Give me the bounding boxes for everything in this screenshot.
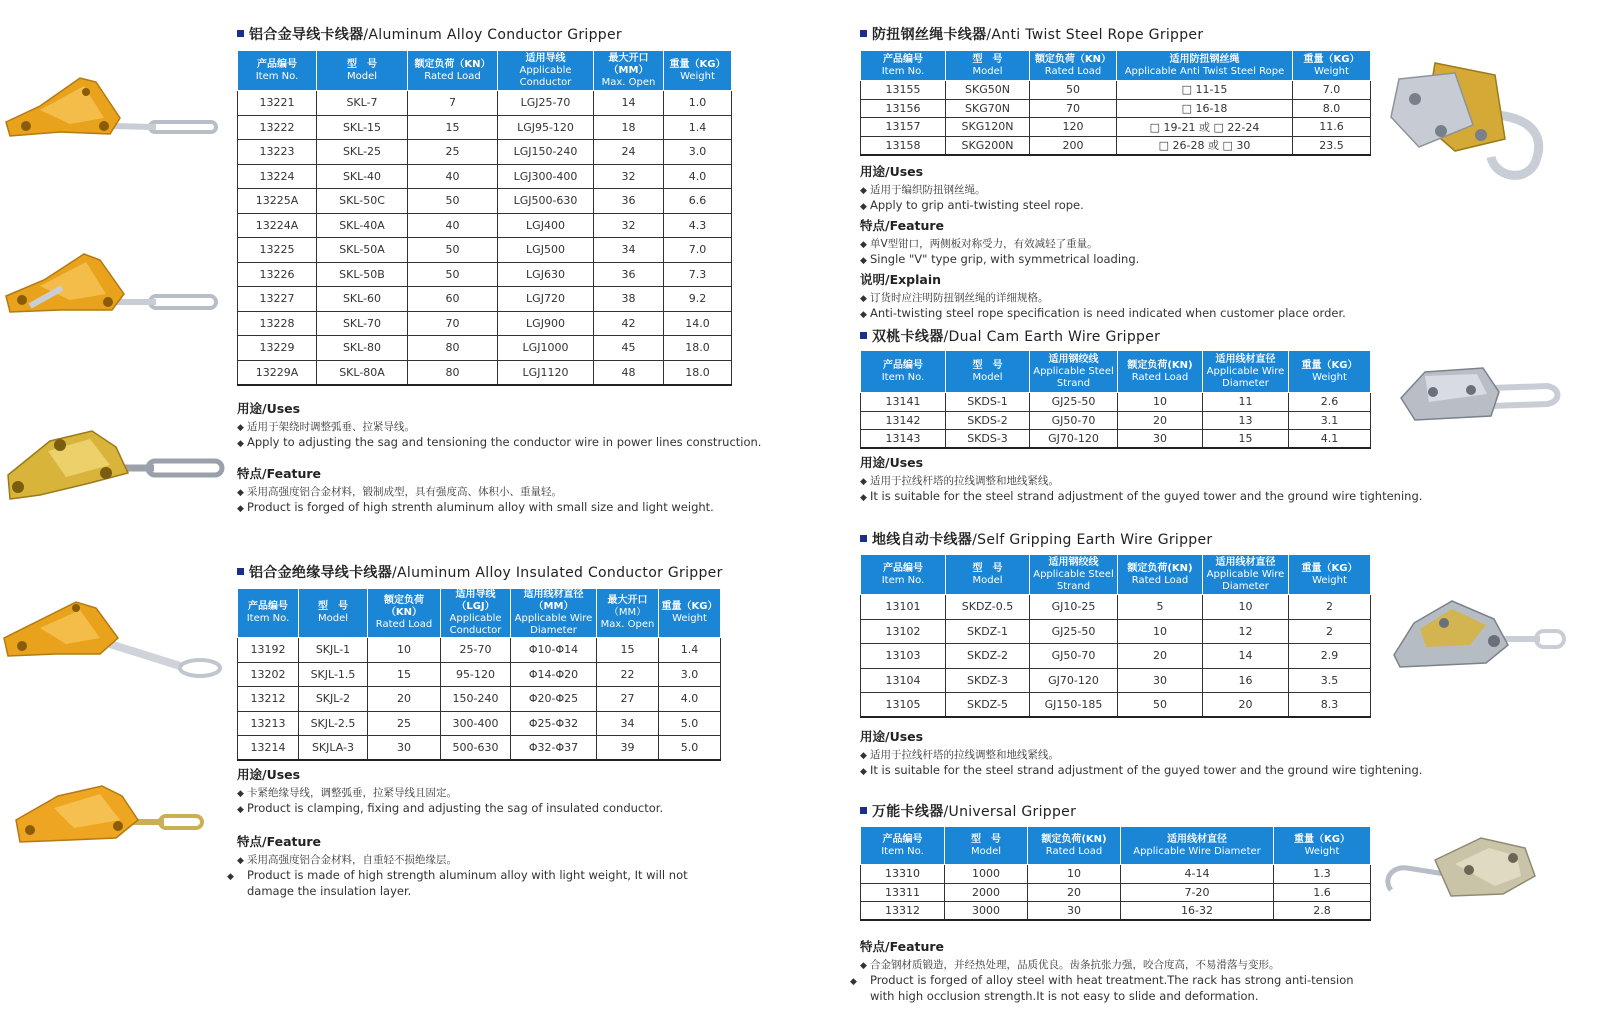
- table-cell: 5.0: [659, 711, 721, 736]
- table-cell: 38: [594, 287, 664, 312]
- table-cell: 4-14: [1121, 865, 1274, 884]
- table-cell: 7.0: [1293, 81, 1371, 100]
- table-cell: 24: [594, 140, 664, 165]
- table-cell: □ 11-15: [1117, 81, 1293, 100]
- table-cell: 1.0: [664, 91, 732, 116]
- table-cell: 3.1: [1289, 411, 1371, 430]
- table-cell: 3.0: [659, 662, 721, 687]
- table-insulated-conductor-gripper: [237, 588, 721, 761]
- table-cell: GJ50-70: [1030, 644, 1118, 669]
- section-title-universal-gripper: 万能卡线器/Universal Gripper: [860, 801, 1076, 821]
- table-cell: □ 26-28 或 □ 30: [1117, 136, 1293, 155]
- table-cell: 25: [368, 711, 441, 736]
- table-cell: SKJLA-3: [299, 736, 368, 761]
- table-row: [238, 164, 732, 189]
- table-cell: 40: [408, 213, 498, 238]
- table-cell: 13224A: [238, 213, 317, 238]
- table-row: [861, 430, 1371, 449]
- table-cell: SKDZ-1: [946, 619, 1030, 644]
- table-cell: 30: [1118, 430, 1203, 449]
- column-header: 额定负荷（KN） Rated Load: [1030, 51, 1117, 81]
- table-cell: GJ70-120: [1030, 430, 1118, 449]
- table-cell: GJ70-120: [1030, 668, 1118, 693]
- bullet-square-icon: [860, 332, 867, 339]
- table-cell: 15: [597, 638, 659, 663]
- table-row: [238, 687, 721, 712]
- table-cell: 13213: [238, 711, 299, 736]
- table-cell: 120: [1030, 118, 1117, 137]
- table-cell: GJ150-185: [1030, 693, 1118, 718]
- table-cell: SKJL-2: [299, 687, 368, 712]
- table-cell: 8.0: [1293, 99, 1371, 118]
- product-image-skl-gripper-2: [0, 250, 220, 340]
- product-image-skjl-gripper-1: [0, 598, 225, 688]
- table-cell: 13155: [861, 81, 946, 100]
- column-header: 适用防扭钢丝绳 Applicable Anti Twist Steel Rope: [1117, 51, 1293, 81]
- table-cell: 2: [1289, 619, 1371, 644]
- table-cell: 4.3: [664, 213, 732, 238]
- column-header: 重量（KG） Weight: [1274, 827, 1371, 865]
- table-cell: 13156: [861, 99, 946, 118]
- column-header: 额定负荷（KN） Rated Load: [408, 51, 498, 91]
- table-cell: 13104: [861, 668, 946, 693]
- table-cell: 5.0: [659, 736, 721, 761]
- table-row: [861, 668, 1371, 693]
- table-cell: 4.0: [664, 164, 732, 189]
- column-header: 额定负荷（KN） Rated Load: [368, 589, 441, 638]
- column-header: 重量（KG） Weight: [659, 589, 721, 638]
- column-header: 额定负荷(KN) Rated Load: [1118, 351, 1203, 393]
- table-cell: 13226: [238, 262, 317, 287]
- column-header: 适用钢绞线 Applicable Steel Strand: [1030, 555, 1118, 595]
- table-cell: 25: [408, 140, 498, 165]
- table-row: [238, 638, 721, 663]
- table-cell: 34: [594, 238, 664, 263]
- table-cell: SKDZ-2: [946, 644, 1030, 669]
- table-cell: 13310: [861, 865, 945, 884]
- table-cell: SKG70N: [946, 99, 1030, 118]
- table-cell: 30: [1118, 668, 1203, 693]
- table-dual-cam-gripper: [860, 350, 1371, 449]
- table-cell: 13214: [238, 736, 299, 761]
- table-cell: 1.4: [659, 638, 721, 663]
- column-header: 型 号 Model: [946, 51, 1030, 81]
- table-cell: 15: [1203, 430, 1289, 449]
- section-title-aluminum-conductor-gripper: 铝合金导线卡线器/Aluminum Alloy Conductor Gripper: [237, 24, 622, 44]
- table-cell: 13102: [861, 619, 946, 644]
- table-cell: 32: [594, 164, 664, 189]
- table-cell: SKL-60: [317, 287, 408, 312]
- table-cell: SKDZ-5: [946, 693, 1030, 718]
- table-cell: 70: [408, 311, 498, 336]
- table-cell: 13225A: [238, 189, 317, 214]
- table-cell: GJ10-25: [1030, 595, 1118, 620]
- product-image-skl-gripper-3: [0, 425, 225, 515]
- column-header: 最大开口 （MM） Max. Open: [597, 589, 659, 638]
- table-cell: 2.8: [1274, 902, 1371, 921]
- table-cell: Φ14-Φ20: [511, 662, 597, 687]
- table-cell: 14: [594, 91, 664, 116]
- feature-block-s6: 特点/Feature ◆ 合金钢材质锻造，并经热处理，品质优良。齿条抗张力强，咬合度高，不易滑落与变形。 ◆ Product is forged of alloy steel with heat treatment.The rack has strong anti-tension with high occlusion strength.It is not easy to slide and deformation.: [850, 939, 1354, 1003]
- table-cell: SKL-7: [317, 91, 408, 116]
- explain-block-s3: 说明/Explain ◆ 订货时应注明防扭钢丝绳的详细规格。 ◆ Anti-twisting steel rope specification is need indicated when customer place order.: [860, 272, 1346, 320]
- table-cell: 18.0: [664, 360, 732, 385]
- table-cell: 23.5: [1293, 136, 1371, 155]
- table-cell: 13101: [861, 595, 946, 620]
- column-header: 型 号 Model: [299, 589, 368, 638]
- table-cell: 1.3: [1274, 865, 1371, 884]
- table-cell: 18.0: [664, 336, 732, 361]
- table-cell: 16: [1203, 668, 1289, 693]
- table-cell: 10: [1028, 865, 1121, 884]
- table-cell: 13158: [861, 136, 946, 155]
- column-header: 型 号 Model: [945, 827, 1028, 865]
- uses-block-s2: 用途/Uses ◆ 卡紧绝缘导线，调整弧垂，拉紧导线且固定。 ◆ Product is clamping, fixing and adjusting the sag of insulated conductor.: [237, 767, 664, 815]
- table-cell: SKL-50B: [317, 262, 408, 287]
- table-cell: 13229A: [238, 360, 317, 385]
- table-cell: 300-400: [441, 711, 511, 736]
- table-cell: 10: [1118, 619, 1203, 644]
- table-cell: 40: [408, 164, 498, 189]
- column-header: 产品编号 Item No.: [861, 827, 945, 865]
- table-cell: 80: [408, 336, 498, 361]
- section-title-dual-cam-gripper: 双桃卡线器/Dual Cam Earth Wire Gripper: [860, 326, 1160, 346]
- table-cell: SKJL-2.5: [299, 711, 368, 736]
- uses-block-s4: 用途/Uses ◆ 适用于拉线杆塔的拉线调整和地线紧线。 ◆ It is suitable for the steel strand adjustment of the guyed tower and the ground wire tightening.: [860, 455, 1423, 503]
- table-cell: SKDS-1: [946, 393, 1030, 412]
- table-cell: 13157: [861, 118, 946, 137]
- table-cell: 18: [594, 115, 664, 140]
- table-cell: LGJ150-240: [498, 140, 594, 165]
- table-cell: SKG200N: [946, 136, 1030, 155]
- table-cell: SKL-15: [317, 115, 408, 140]
- table-cell: 11.6: [1293, 118, 1371, 137]
- table-row: [861, 902, 1371, 921]
- table-cell: SKL-70: [317, 311, 408, 336]
- column-header: 额定负荷(KN) Rated Load: [1028, 827, 1121, 865]
- column-header: 适用线材直径 Applicable Wire Diameter: [1203, 351, 1289, 393]
- product-image-skjl-gripper-2: [10, 780, 210, 870]
- table-cell: 4.1: [1289, 430, 1371, 449]
- uses-block-s5: 用途/Uses ◆ 适用于拉线杆塔的拉线调整和地线紧线。 ◆ It is suitable for the steel strand adjustment of the guyed tower and the ground wire tightening.: [860, 729, 1423, 777]
- table-cell: 13142: [861, 411, 946, 430]
- table-cell: 20: [1118, 411, 1203, 430]
- table-cell: 200: [1030, 136, 1117, 155]
- column-header: 适用线材直径（MM） Applicable Wire Diameter: [511, 589, 597, 638]
- column-header: 额定负荷(KN) Rated Load: [1118, 555, 1203, 595]
- table-cell: 4.0: [659, 687, 721, 712]
- table-cell: 2.6: [1289, 393, 1371, 412]
- table-row: [861, 99, 1371, 118]
- table-cell: SKDS-2: [946, 411, 1030, 430]
- column-header: 最大开口（MM） Max. Open: [594, 51, 664, 91]
- table-cell: 9.2: [664, 287, 732, 312]
- table-cell: 3.0: [664, 140, 732, 165]
- table-cell: 50: [408, 262, 498, 287]
- table-cell: 14: [1203, 644, 1289, 669]
- table-cell: 30: [1028, 902, 1121, 921]
- product-image-anti-twist-gripper: [1385, 55, 1555, 195]
- table-cell: 25-70: [441, 638, 511, 663]
- table-cell: 34: [597, 711, 659, 736]
- column-header: 重量（KG） Weight: [1293, 51, 1371, 81]
- table-row: [238, 115, 732, 140]
- table-cell: 27: [597, 687, 659, 712]
- feature-block-s2: 特点/Feature ◆ 采用高强度铝合金材料，自重轻不损绝缘层。 ◆ Product is made of high strength aluminum alloy with light weight, It will not damage the insulation layer.: [227, 834, 688, 898]
- table-row: [861, 411, 1371, 430]
- column-header: 产品编号 Item No.: [861, 51, 946, 81]
- uses-block-s1: 用途/Uses ◆ 适用于架绕时调整弧垂、拉紧导线。 ◆ Apply to adjusting the sag and tensioning the conductor wire in power lines construction.: [237, 401, 762, 449]
- uses-block-s3: 用途/Uses ◆ 适用于编织防扭钢丝绳。 ◆ Apply to grip anti-twisting steel rope.: [860, 164, 1084, 212]
- table-row: [238, 360, 732, 385]
- feature-block-s1: 特点/Feature ◆ 采用高强度铝合金材料，锻制成型，具有强度高、体积小、重量轻。 ◆ Product is forged of high strenth aluminum alloy with small size and light weight.: [237, 466, 714, 514]
- table-row: [861, 118, 1371, 137]
- table-cell: 50: [408, 238, 498, 263]
- table-cell: 500-630: [441, 736, 511, 761]
- table-row: [861, 865, 1371, 884]
- table-cell: 20: [368, 687, 441, 712]
- table-cell: Φ20-Φ25: [511, 687, 597, 712]
- table-cell: 13221: [238, 91, 317, 116]
- table-cell: 6.6: [664, 189, 732, 214]
- table-cell: 95-120: [441, 662, 511, 687]
- bullet-square-icon: [860, 535, 867, 542]
- table-cell: SKL-80A: [317, 360, 408, 385]
- column-header: 产品编号 Item No.: [861, 555, 946, 595]
- table-cell: SKDZ-0.5: [946, 595, 1030, 620]
- table-cell: 60: [408, 287, 498, 312]
- table-row: [861, 393, 1371, 412]
- table-cell: 39: [597, 736, 659, 761]
- table-row: [861, 644, 1371, 669]
- table-cell: 13103: [861, 644, 946, 669]
- table-row: [238, 287, 732, 312]
- table-cell: 20: [1118, 644, 1203, 669]
- table-row: [238, 189, 732, 214]
- column-header: 适用导线 Applicable Conductor: [498, 51, 594, 91]
- table-cell: □ 19-21 或 □ 22-24: [1117, 118, 1293, 137]
- table-cell: 10: [1118, 393, 1203, 412]
- bullet-square-icon: [237, 568, 244, 575]
- table-row: [238, 262, 732, 287]
- table-cell: SKG120N: [946, 118, 1030, 137]
- table-aluminum-conductor-gripper: [237, 50, 732, 386]
- table-cell: 13212: [238, 687, 299, 712]
- column-header: 重量（KG） Weight: [664, 51, 732, 91]
- table-cell: 13312: [861, 902, 945, 921]
- column-header: 适用线材直径 Applicable Wire Diameter: [1121, 827, 1274, 865]
- table-cell: SKL-80: [317, 336, 408, 361]
- table-row: [861, 693, 1371, 718]
- product-image-self-gripping-gripper: [1390, 593, 1570, 683]
- table-cell: 13228: [238, 311, 317, 336]
- table-cell: LGJ900: [498, 311, 594, 336]
- table-cell: 30: [368, 736, 441, 761]
- table-cell: 13192: [238, 638, 299, 663]
- table-row: [238, 662, 721, 687]
- table-cell: 1.6: [1274, 883, 1371, 902]
- table-cell: 32: [594, 213, 664, 238]
- feature-block-s3: 特点/Feature ◆ 单V型钳口，两侧板对称受力，有效减轻了重量。 ◆ Single "V" type grip, with symmetrical loading.: [860, 218, 1140, 266]
- table-cell: SKL-40A: [317, 213, 408, 238]
- table-cell: SKDS-3: [946, 430, 1030, 449]
- table-cell: 16-32: [1121, 902, 1274, 921]
- bullet-square-icon: [860, 807, 867, 814]
- column-header: 适用线材直径 Applicable Wire Diameter: [1203, 555, 1289, 595]
- table-row: [238, 711, 721, 736]
- table-cell: 3000: [945, 902, 1028, 921]
- table-cell: SKL-25: [317, 140, 408, 165]
- table-cell: □ 16-18: [1117, 99, 1293, 118]
- table-cell: 70: [1030, 99, 1117, 118]
- table-cell: GJ50-70: [1030, 411, 1118, 430]
- table-cell: 12: [1203, 619, 1289, 644]
- table-cell: 45: [594, 336, 664, 361]
- table-cell: 13229: [238, 336, 317, 361]
- table-cell: 13105: [861, 693, 946, 718]
- section-title-anti-twist-rope-gripper: 防扭钢丝绳卡线器/Anti Twist Steel Rope Gripper: [860, 24, 1203, 44]
- table-cell: 1000: [945, 865, 1028, 884]
- table-cell: 2.9: [1289, 644, 1371, 669]
- product-image-skl-gripper-1: [0, 70, 220, 160]
- table-cell: 13202: [238, 662, 299, 687]
- table-row: [238, 238, 732, 263]
- table-row: [238, 140, 732, 165]
- table-cell: 7.0: [664, 238, 732, 263]
- table-cell: LGJ1120: [498, 360, 594, 385]
- bullet-square-icon: [237, 30, 244, 37]
- table-cell: 36: [594, 262, 664, 287]
- table-cell: GJ25-50: [1030, 619, 1118, 644]
- table-cell: LGJ720: [498, 287, 594, 312]
- table-row: [861, 81, 1371, 100]
- table-row: [238, 213, 732, 238]
- table-cell: SKG50N: [946, 81, 1030, 100]
- table-cell: LGJ25-70: [498, 91, 594, 116]
- table-cell: 80: [408, 360, 498, 385]
- table-cell: 15: [408, 115, 498, 140]
- table-cell: 8.3: [1289, 693, 1371, 718]
- table-row: [861, 595, 1371, 620]
- table-cell: 11: [1203, 393, 1289, 412]
- table-cell: 1.4: [664, 115, 732, 140]
- table-cell: 3.5: [1289, 668, 1371, 693]
- table-cell: Φ10-Φ14: [511, 638, 597, 663]
- table-cell: 13224: [238, 164, 317, 189]
- table-cell: LGJ95-120: [498, 115, 594, 140]
- table-cell: SKL-50C: [317, 189, 408, 214]
- table-anti-twist-rope-gripper: [860, 50, 1371, 156]
- table-cell: 150-240: [441, 687, 511, 712]
- table-cell: LGJ630: [498, 262, 594, 287]
- table-cell: 13311: [861, 883, 945, 902]
- column-header: 产品编号 Item No.: [238, 51, 317, 91]
- table-cell: LGJ500-630: [498, 189, 594, 214]
- table-cell: LGJ400: [498, 213, 594, 238]
- table-universal-gripper: [860, 826, 1371, 921]
- table-cell: SKL-50A: [317, 238, 408, 263]
- table-cell: 13: [1203, 411, 1289, 430]
- table-cell: SKJL-1: [299, 638, 368, 663]
- table-cell: 48: [594, 360, 664, 385]
- table-row: [861, 619, 1371, 644]
- table-cell: 13223: [238, 140, 317, 165]
- bullet-square-icon: [860, 30, 867, 37]
- table-cell: 13222: [238, 115, 317, 140]
- column-header: 型 号 Model: [946, 555, 1030, 595]
- column-header: 适用钢绞线 Applicable Steel Strand: [1030, 351, 1118, 393]
- table-row: [238, 311, 732, 336]
- table-cell: 10: [1203, 595, 1289, 620]
- table-cell: 50: [1030, 81, 1117, 100]
- column-header: 产品编号 Item No.: [861, 351, 946, 393]
- table-cell: 13227: [238, 287, 317, 312]
- table-cell: Φ25-Φ32: [511, 711, 597, 736]
- table-cell: 7-20: [1121, 883, 1274, 902]
- table-cell: 42: [594, 311, 664, 336]
- table-row: [238, 91, 732, 116]
- column-header: 产品编号 Item No.: [238, 589, 299, 638]
- table-cell: 2: [1289, 595, 1371, 620]
- section-title-self-gripping-gripper: 地线自动卡线器/Self Gripping Earth Wire Gripper: [860, 529, 1212, 549]
- table-cell: 13141: [861, 393, 946, 412]
- table-cell: 20: [1028, 883, 1121, 902]
- table-cell: Φ32-Φ37: [511, 736, 597, 761]
- table-cell: 7: [408, 91, 498, 116]
- table-row: [238, 736, 721, 761]
- product-image-dual-cam-gripper: [1395, 358, 1565, 438]
- table-cell: 10: [368, 638, 441, 663]
- table-row: [238, 336, 732, 361]
- table-cell: LGJ500: [498, 238, 594, 263]
- section-title-insulated-conductor-gripper: 铝合金绝缘导线卡线器/Aluminum Alloy Insulated Conductor Gripper: [237, 562, 723, 582]
- column-header: 型 号 Model: [317, 51, 408, 91]
- table-cell: 13143: [861, 430, 946, 449]
- table-cell: SKJL-1.5: [299, 662, 368, 687]
- table-cell: 15: [368, 662, 441, 687]
- table-cell: 2000: [945, 883, 1028, 902]
- table-cell: 20: [1203, 693, 1289, 718]
- product-image-universal-gripper: [1385, 830, 1560, 920]
- table-cell: 7.3: [664, 262, 732, 287]
- table-cell: LGJ300-400: [498, 164, 594, 189]
- table-cell: 36: [594, 189, 664, 214]
- table-self-gripping-gripper: [860, 554, 1371, 718]
- table-cell: 14.0: [664, 311, 732, 336]
- column-header: 型 号 Model: [946, 351, 1030, 393]
- table-cell: GJ25-50: [1030, 393, 1118, 412]
- table-row: [861, 136, 1371, 155]
- column-header: 重量（KG） Weight: [1289, 351, 1371, 393]
- table-cell: SKL-40: [317, 164, 408, 189]
- table-cell: 22: [597, 662, 659, 687]
- column-header: 适用导线（LGJ） Applicable Conductor: [441, 589, 511, 638]
- table-cell: SKDZ-3: [946, 668, 1030, 693]
- table-cell: 50: [1118, 693, 1203, 718]
- table-row: [861, 883, 1371, 902]
- table-cell: LGJ1000: [498, 336, 594, 361]
- table-cell: 13225: [238, 238, 317, 263]
- column-header: 重量（KG） Weight: [1289, 555, 1371, 595]
- table-cell: 5: [1118, 595, 1203, 620]
- table-cell: 50: [408, 189, 498, 214]
